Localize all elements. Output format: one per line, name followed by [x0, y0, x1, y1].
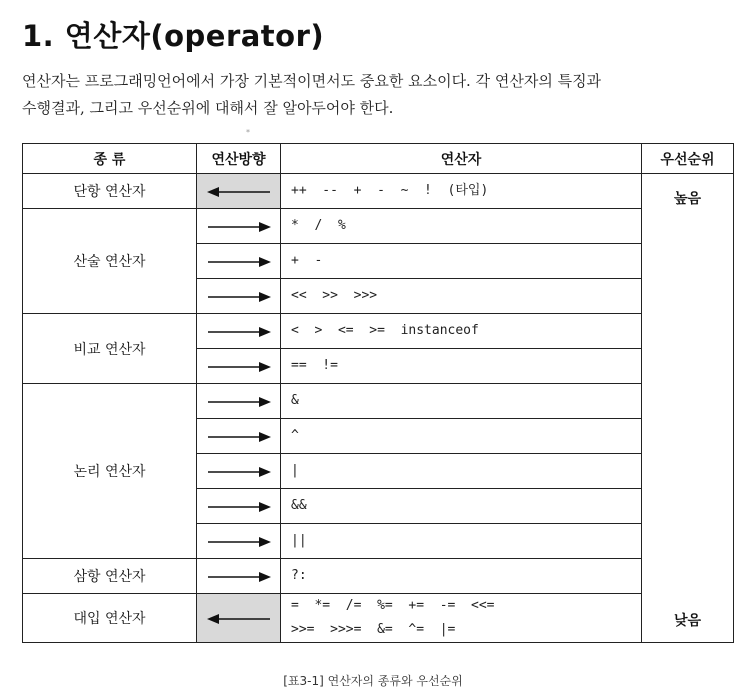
arrow-right-icon — [207, 360, 271, 374]
operator-symbols: && — [291, 498, 307, 513]
table-row — [23, 594, 734, 643]
operator-list — [281, 209, 642, 244]
operation-direction — [197, 524, 281, 559]
operation-direction — [197, 489, 281, 524]
operator-symbols: + - — [291, 253, 323, 268]
operator-list — [281, 384, 642, 419]
table-row — [23, 174, 734, 209]
operator-list — [281, 419, 642, 454]
operator-kind: 삼항 연산자 — [23, 559, 197, 594]
operator-kind: 단항 연산자 — [23, 174, 197, 209]
arrow-left-icon — [207, 185, 271, 199]
intro-paragraph — [22, 68, 737, 122]
operator-list — [281, 174, 642, 209]
operator-symbols: >>= >>>= &= ^= |= — [291, 622, 456, 637]
operator-table-body — [23, 174, 734, 643]
table-row — [23, 384, 734, 419]
arrow-right-icon — [207, 290, 271, 304]
priority-high: 높음 — [673, 191, 702, 207]
operation-direction — [197, 174, 281, 209]
intro-line: 수행결과, 그리고 우선순위에 대해서 잘 알아두어야 한다. — [22, 99, 394, 117]
operator-symbols: ^ — [291, 428, 299, 443]
priority-low: 낮음 — [673, 613, 702, 629]
operator-symbols: < > <= >= instanceof — [291, 323, 479, 338]
table-row — [23, 209, 734, 244]
operator-kind: 비교 연산자 — [23, 314, 197, 384]
operator-list — [281, 489, 642, 524]
operator-symbols: == != — [291, 358, 338, 373]
operation-direction — [197, 594, 281, 643]
arrow-right-icon — [207, 395, 271, 409]
operator-symbols: << >> >>> — [291, 288, 378, 303]
operator-list — [281, 559, 642, 594]
header-kind: 종 류 — [23, 144, 197, 174]
operator-symbols: & — [291, 393, 299, 408]
operator-list — [281, 314, 642, 349]
arrow-right-icon — [207, 430, 271, 444]
small-mark: * — [246, 128, 250, 137]
operator-kind: 대입 연산자 — [23, 594, 197, 643]
operation-direction — [197, 349, 281, 384]
table-row — [23, 559, 734, 594]
arrow-right-icon — [207, 570, 271, 584]
operator-symbols: || — [291, 533, 307, 548]
header-priority: 우선순위 — [642, 144, 734, 174]
priority-column — [642, 174, 734, 643]
arrow-left-icon — [207, 612, 271, 626]
operator-list — [281, 349, 642, 384]
operator-symbols: * / % — [291, 218, 346, 233]
table-row — [23, 314, 734, 349]
page-title: 1. 연산자(operator) — [22, 19, 325, 53]
table-caption: [표3-1] 연산자의 종류와 우선순위 — [283, 674, 463, 688]
arrow-right-icon — [207, 465, 271, 479]
operation-direction — [197, 314, 281, 349]
operator-list — [281, 279, 642, 314]
operator-list — [281, 524, 642, 559]
operation-direction — [197, 454, 281, 489]
operator-table — [22, 143, 734, 643]
operation-direction — [197, 279, 281, 314]
header-operators: 연산자 — [281, 144, 642, 174]
operator-symbols: = *= /= %= += -= <<= — [291, 598, 495, 613]
operation-direction — [197, 559, 281, 594]
arrow-right-icon — [207, 220, 271, 234]
operator-symbols: | — [291, 463, 299, 478]
operator-list — [281, 244, 642, 279]
operation-direction — [197, 384, 281, 419]
operation-direction — [197, 209, 281, 244]
operator-list — [281, 594, 642, 643]
arrow-right-icon — [207, 500, 271, 514]
operation-direction — [197, 244, 281, 279]
operation-direction — [197, 419, 281, 454]
arrow-right-icon — [207, 535, 271, 549]
header-direction: 연산방향 — [197, 144, 281, 174]
operator-symbols: ?: — [291, 568, 307, 583]
operator-kind: 산술 연산자 — [23, 209, 197, 314]
arrow-right-icon — [207, 255, 271, 269]
intro-line: 연산자는 프로그래밍언어에서 가장 기본적이면서도 중요한 요소이다. 각 연산자의 특징과 — [22, 72, 602, 90]
arrow-right-icon — [207, 325, 271, 339]
operator-symbols: ++ -- + - ~ ! (타입) — [291, 183, 489, 198]
operator-list — [281, 454, 642, 489]
operator-kind: 논리 연산자 — [23, 384, 197, 559]
